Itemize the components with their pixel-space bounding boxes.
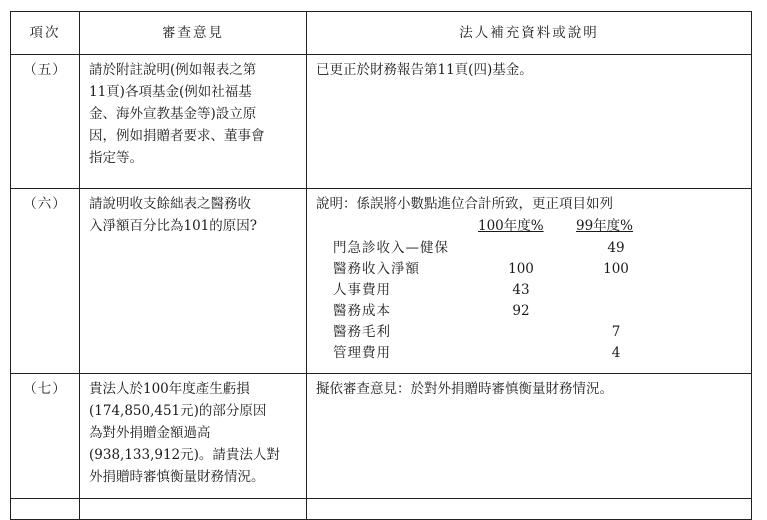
item-value-100: 100: [508, 261, 534, 277]
item-value-100: 92: [512, 303, 530, 319]
table-row: [11, 374, 752, 499]
response-text: [307, 55, 752, 189]
list-item: [316, 258, 736, 279]
item-value-99: 100: [603, 261, 629, 277]
list-item: [316, 279, 736, 300]
list-item: [316, 321, 736, 342]
review-question: 貴法人於100年度產生虧損 (174,850,451元)的部分原因 為對外捐贈金額過高 (938,133,912元)。請貴法人對 外捐贈時審慎衡量財務情況。: [80, 374, 307, 499]
item-label: 醫務成本: [333, 303, 391, 319]
col-header-99: 99年度%: [576, 218, 634, 234]
response-line: 擬依審查意見：於對外捐贈時審慎衡量財務情況。: [316, 381, 613, 397]
item-label: 管理費用: [333, 345, 391, 361]
list-item: [316, 342, 736, 363]
table-header-row: [11, 12, 752, 55]
header-item-no: 項次: [11, 12, 80, 55]
correction-list: [316, 215, 743, 361]
row-number: （六）: [11, 189, 80, 374]
item-label: 人事費用: [333, 282, 391, 298]
item-value-99: 49: [607, 240, 625, 256]
response-cell: [307, 189, 752, 374]
table-row: [11, 189, 752, 374]
item-value-99: 7: [611, 324, 621, 340]
item-value-99: 4: [611, 345, 621, 361]
response-line: 說明：係誤將小數點進位合計所致，更正項目如列: [316, 196, 613, 212]
empty-cell: [80, 499, 307, 520]
review-question: 請於附註說明(例如報表之第 11頁)各項基金(例如社福基 金、海外宣教基金等)設立原 因，例如捐贈者要求、董事會 指定等。: [80, 55, 307, 189]
list-item: [316, 237, 736, 258]
list-item: [316, 300, 736, 321]
header-review-opinion: 審查意見: [80, 12, 307, 55]
row-number: （七）: [11, 374, 80, 499]
row-number: （五）: [11, 55, 80, 189]
table-row: [11, 55, 752, 189]
response-line: 已更正於財務報告第11頁(四)基金。: [316, 62, 533, 78]
review-table: [10, 11, 752, 520]
response-text: [307, 374, 752, 499]
review-question: 請說明收支餘絀表之醫務收 入淨額百分比為101的原因?: [80, 189, 307, 374]
item-label: 醫務收入淨額: [333, 261, 420, 277]
col-header-100: 100年度%: [478, 218, 544, 234]
table-row-partial: [11, 499, 752, 520]
empty-cell: [307, 499, 752, 520]
header-supplement: 法人補充資料或說明: [307, 12, 752, 55]
item-value-100: 43: [512, 282, 530, 298]
item-label: 醫務毛利: [333, 324, 391, 340]
item-label: 門急診收入—健保: [333, 240, 449, 256]
empty-cell: [11, 499, 80, 520]
